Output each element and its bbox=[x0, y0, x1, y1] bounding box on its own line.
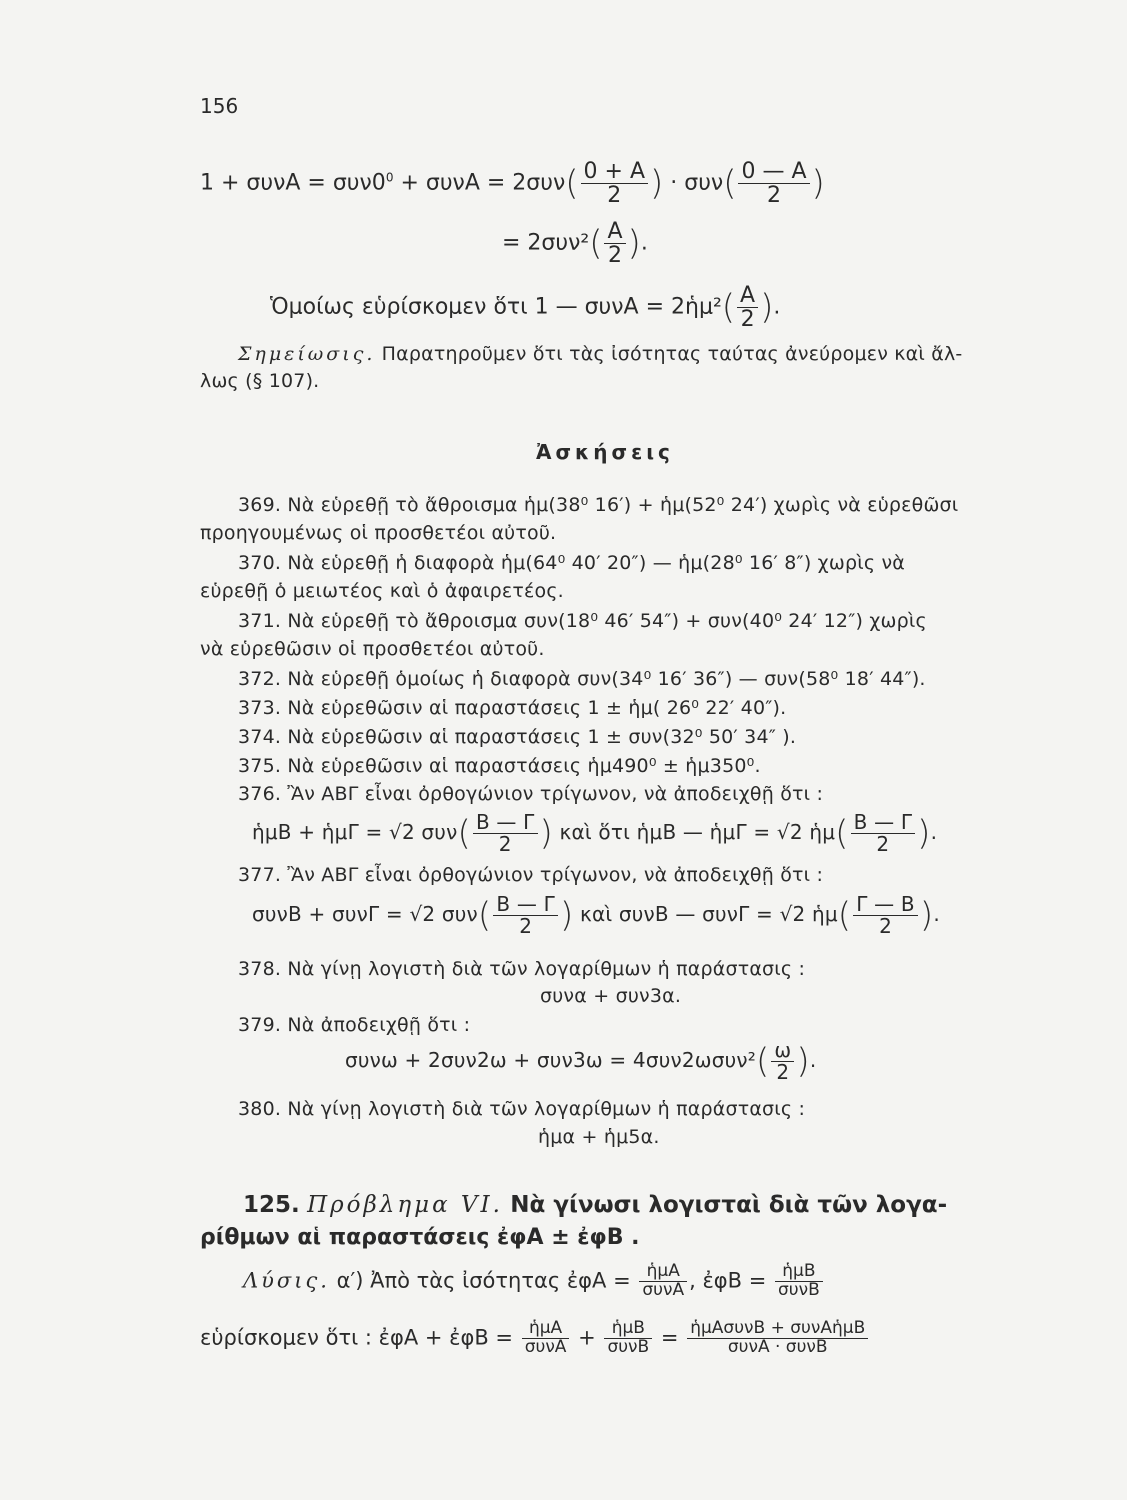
ex380-line1: 380. Νὰ γίνῃ λογιστὴ διὰ τῶν λογαρίθμων ἡ παράστασις : bbox=[238, 1098, 806, 1120]
ex379-line1: 379. Νὰ ἀποδειχθῇ ὅτι : bbox=[238, 1014, 471, 1036]
eq3-num: A bbox=[737, 284, 758, 308]
ex376-f1-num: B — Γ bbox=[473, 812, 538, 834]
ex379-formula: συνω + 2συν2ω + συν3ω = 4συν2ωσυν²( $\frac{\omega}{2}$ ). bbox=[345, 1038, 817, 1084]
eq1-frac2-num: 0 — A bbox=[738, 160, 809, 184]
ex370-line1: 370. Νὰ εὑρεθῇ ἡ διαφορὰ ἡμ(64⁰ 40′ 20″) — ἡμ(28⁰ 16′ 8″) χωρὶς νὰ bbox=[238, 552, 905, 574]
remark-text-1: Παρατηροῦμεν ὅτι τὰς ἰσότητας ταύτας ἀνεύρομεν καὶ ἄλ- bbox=[381, 343, 963, 365]
remark-label: Σημείωσις. bbox=[238, 343, 376, 365]
ex374: 374. Νὰ εὑρεθῶσιν αἱ παραστάσεις 1 ± συν(32⁰ 50′ 34″ ). bbox=[238, 726, 797, 748]
ex377-f2-den: 2 bbox=[879, 914, 893, 938]
solution-f4-den: συνB bbox=[607, 1336, 650, 1357]
eq2-den: 2 bbox=[608, 243, 623, 269]
problem-text-1: Νὰ γίνωσι λογισταὶ διὰ τῶν λογα- bbox=[510, 1192, 948, 1218]
solution-f3-num: ἡμA bbox=[522, 1320, 570, 1339]
eq1-lhs: 1 + συνA = συν0 bbox=[200, 170, 386, 196]
equation-1: $1 + \sigma\upsilon\nu A = \sigma\upsilon\nu 0^0 + \sigma\upsilon\nu A = 2\sigma\upsilon\nu$( $\frac{0 + A}{2}$ ) · συν( $\frac{0 — A}{2}$ ) bbox=[200, 159, 825, 209]
page-number: 156 bbox=[200, 94, 239, 118]
ex377-end: . bbox=[933, 902, 940, 926]
ex379-num: ω bbox=[771, 1040, 794, 1062]
ex380-line2: ἡμα + ἡμ5α. bbox=[538, 1126, 660, 1148]
eq2-end: . bbox=[640, 230, 648, 256]
remark-line-1 bbox=[238, 343, 962, 365]
ex379-den: 2 bbox=[776, 1060, 790, 1084]
equation-3: Ὁμοίως εὑρίσκομεν ὅτι 1 — συνA = 2ἡμ²( $\frac{A}{2}$ ). bbox=[270, 283, 781, 333]
solution-f5-den: συνA · συνB bbox=[727, 1336, 828, 1357]
solution-f1-den: συνA bbox=[642, 1279, 685, 1300]
problem-label: Πρόβλημα VI. bbox=[307, 1192, 503, 1218]
ex377-f2-num: Γ — B bbox=[853, 894, 918, 916]
ex377-f1-den: 2 bbox=[519, 914, 533, 938]
ex371-line1: 371. Νὰ εὑρεθῇ τὸ ἄθροισμα συν(18⁰ 46′ 54″) + συν(40⁰ 24′ 12″) χωρὶς bbox=[238, 610, 927, 632]
equation-2: = 2συν²( $\frac{A}{2}$ ). bbox=[502, 219, 648, 269]
solution-f5-num: ἡμAσυνB + συνAἡμB bbox=[687, 1320, 868, 1339]
remark-line-2: λως (§ 107). bbox=[200, 370, 320, 392]
eq1-frac1-den: 2 bbox=[607, 183, 622, 209]
solution-label: Λύσις. bbox=[243, 1268, 330, 1293]
solution-plus: + bbox=[578, 1325, 596, 1350]
solution-a: α′) Ἀπὸ τὰς ἰσότητας ἐφA = bbox=[336, 1268, 631, 1293]
eq3-text: Ὁμοίως εὑρίσκομεν ὅτι 1 — συνA = 2ἡμ² bbox=[270, 294, 722, 320]
ex370-line2: εὑρεθῇ ὁ μειωτέος καὶ ὁ ἀφαιρετέος. bbox=[200, 580, 564, 602]
ex369-line1: 369. Νὰ εὑρεθῇ τὸ ἄθροισμα ἡμ(38⁰ 16′) + ἡμ(52⁰ 24′) χωρὶς νὰ εὑρεθῶσι bbox=[238, 494, 959, 516]
ex377-formula: συνB + συνΓ = √2 συν( $\frac{B — \Gamma}{2}$ ) καὶ συνB — συνΓ = √2 ἡμ( $\frac{\Gamma — B}{2}$ ). bbox=[252, 892, 940, 938]
ex373: 373. Νὰ εὑρεθῶσιν αἱ παραστάσεις 1 ± ἡμ( 26⁰ 22′ 40″). bbox=[238, 697, 787, 719]
ex371-line2: νὰ εὑρεθῶσιν οἱ προσθετέοι αὐτοῦ. bbox=[200, 638, 545, 660]
solution-line-1 bbox=[243, 1263, 825, 1300]
eq1-mid: + συνA = 2συν bbox=[393, 170, 566, 196]
problem-line-2: ρίθμων αἱ παραστάσεις ἐφA ± ἐφB . bbox=[200, 1225, 640, 1250]
ex369-line2: προηγουμένως οἱ προσθετέοι αὐτοῦ. bbox=[200, 522, 557, 544]
ex377-line1: 377. Ἂν ΑΒΓ εἶναι ὀρθογώνιον τρίγωνον, νὰ ἀποδειχθῇ ὅτι : bbox=[238, 864, 824, 886]
ex372: 372. Νὰ εὑρεθῇ ὁμοίως ἡ διαφορὰ συν(34⁰ 16′ 36″) — συν(58⁰ 18′ 44″). bbox=[238, 668, 926, 690]
ex376-f1-den: 2 bbox=[498, 832, 512, 856]
solution-eq: = bbox=[660, 1325, 679, 1350]
ex376-end: . bbox=[930, 820, 938, 844]
solution-line-2 bbox=[200, 1320, 870, 1357]
solution-f1-num: ἡμA bbox=[639, 1263, 687, 1282]
eq2-num: A bbox=[604, 220, 625, 244]
solution-f4-num: ἡμB bbox=[604, 1320, 652, 1339]
problem-number: 125. bbox=[243, 1192, 300, 1218]
eq3-den: 2 bbox=[740, 307, 755, 333]
problem-line-1 bbox=[243, 1192, 947, 1218]
ex379-a: συνω + 2συν2ω + συν3ω = 4συν2ωσυν² bbox=[345, 1048, 756, 1072]
solution-c: εὑρίσκομεν ὅτι : ἐφA + ἐφB = bbox=[200, 1325, 514, 1350]
ex376-line1: 376. Ἂν ΑΒΓ εἶναι ὀρθογώνιον τρίγωνον, νὰ ἀποδειχθῇ ὅτι : bbox=[238, 783, 824, 805]
ex379-end: . bbox=[809, 1048, 817, 1072]
ex376-formula: ἡμB + ἡμΓ = √2 συν( $\frac{B — \Gamma}{2}$ ) καὶ ὅτι ἡμB — ἡμΓ = √2 ἡμ( $\frac{B — \Gamma}{2}$ ). bbox=[252, 810, 938, 856]
ex376-b: καὶ ὅτι ἡμB — ἡμΓ = √2 ἡμ bbox=[552, 820, 836, 844]
ex377-b: καὶ συνB — συνΓ = √2 ἡμ bbox=[573, 902, 838, 926]
ex378-line1: 378. Νὰ γίνῃ λογιστὴ διὰ τῶν λογαρίθμων ἡ παράστασις : bbox=[238, 958, 806, 980]
eq1-frac2-den: 2 bbox=[767, 183, 781, 209]
eq3-end: . bbox=[773, 294, 781, 320]
eq2-lhs: = 2συν² bbox=[502, 230, 590, 256]
eq1-dot: · συν bbox=[663, 170, 724, 196]
ex376-a: ἡμB + ἡμΓ = √2 συν bbox=[252, 820, 458, 844]
eq1-sup: 0 bbox=[385, 170, 394, 185]
ex376-f2-num: B — Γ bbox=[851, 812, 916, 834]
solution-f2-num: ἡμB bbox=[775, 1263, 823, 1282]
solution-f3-den: συνA bbox=[524, 1336, 567, 1357]
eq1-frac1-num: 0 + A bbox=[581, 160, 648, 184]
solution-b: , ἐφB = bbox=[689, 1268, 767, 1293]
ex378-line2: συνα + συν3α. bbox=[540, 985, 682, 1007]
ex377-f1-num: B — Γ bbox=[493, 894, 558, 916]
ex376-f2-den: 2 bbox=[876, 832, 890, 856]
ex375: 375. Νὰ εὑρεθῶσιν αἱ παραστάσεις ἡμ490⁰ ± ἡμ350⁰. bbox=[238, 755, 761, 777]
solution-f2-den: συνB bbox=[778, 1279, 820, 1300]
ex377-a: συνB + συνΓ = √2 συν bbox=[252, 902, 478, 926]
exercises-heading: Ἀσκήσεις bbox=[536, 440, 674, 464]
